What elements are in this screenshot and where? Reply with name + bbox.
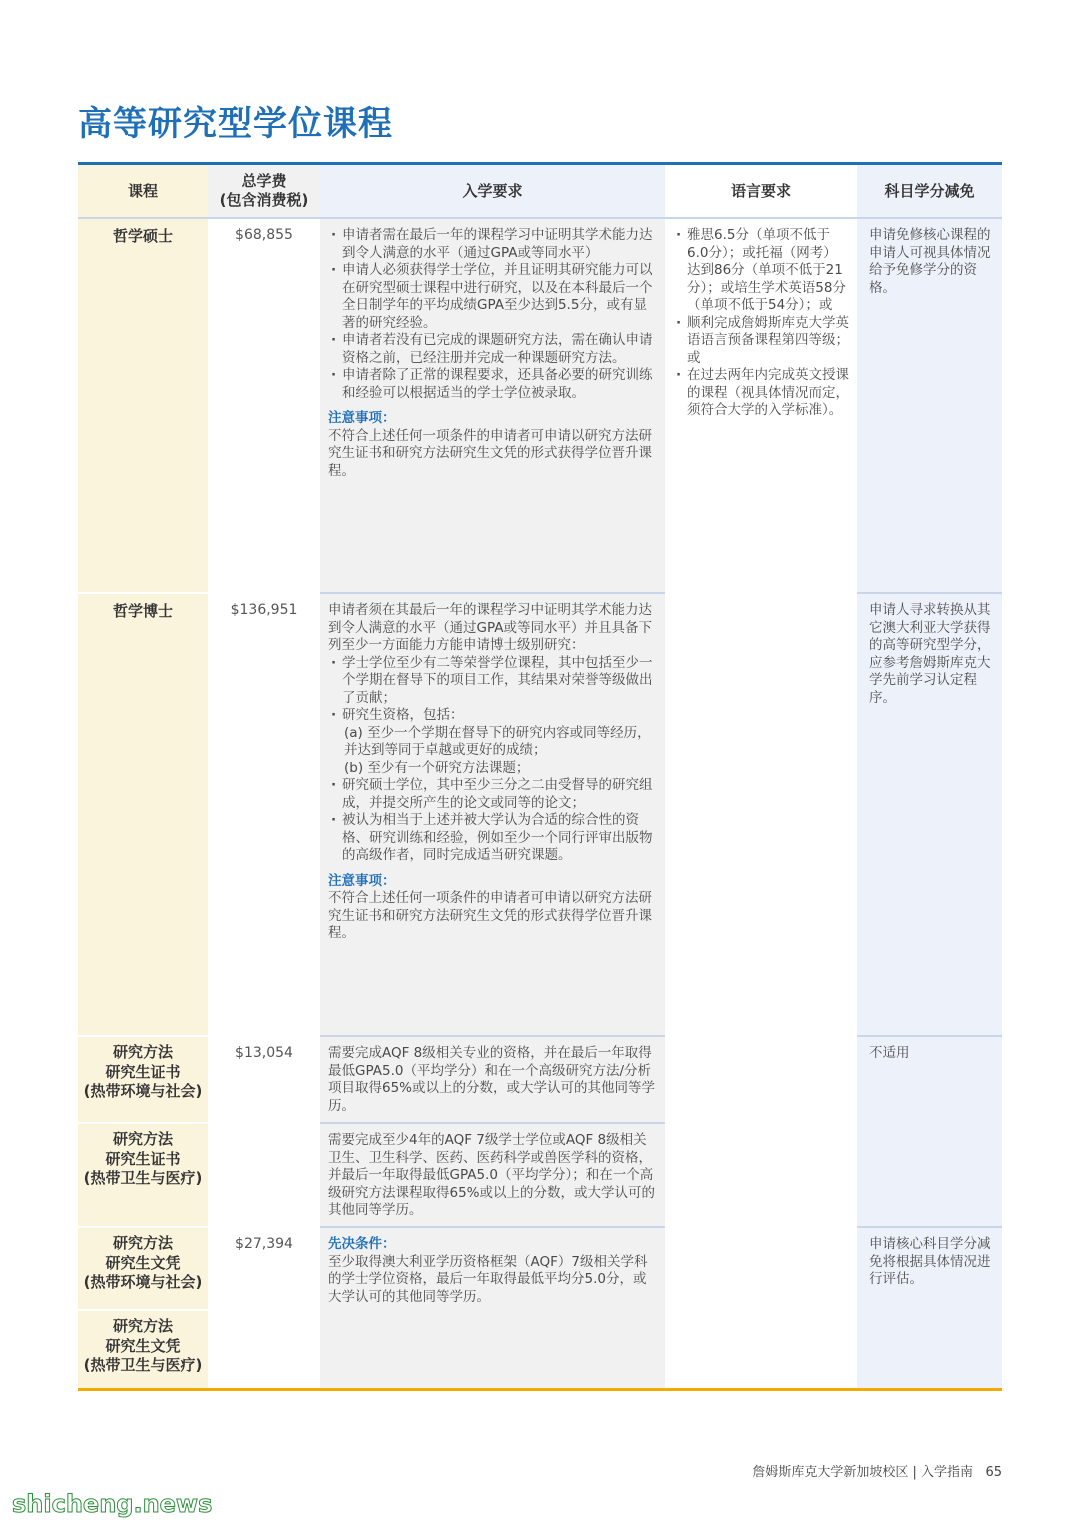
program-line: 研究生证书	[105, 1062, 181, 1081]
entry-phd-intro: 申请者须在其最后一年的课程学习中证明其学术能力达到令人满意的水平（通过GPA或等同水平）并且具备下列至少一方面能力方能申请博士级别研究：	[328, 602, 652, 653]
note-text: 不符合上述任何一项条件的申请者可申请以研究方法研究生证书和研究方法研究生文凭的形式获得学位晋升课程。	[328, 427, 652, 479]
list-item: · 雅思6.5分（单项不低于6.0分）；或托福（网考）达到86分（单项不低于21分）；或培生学术英语58分（单项不低于54分）；或	[673, 227, 849, 315]
list-item: · 申请者除了正常的课程要求，还具备必要的研究训练和经验可以根据适当的学士学位被录取。	[328, 367, 657, 402]
program-line: (热带环境与社会)	[83, 1082, 203, 1100]
list-item: · 申请人必须获得学士学位，并且证明其研究能力可以在研究型硕士课程中进行研究，以及在本科最后一个全日制学年的平均成绩GPA至少达到5.5分，或有显著的研究经验。	[328, 262, 657, 332]
program-line: 研究方法	[112, 1043, 173, 1061]
language-requirements	[665, 219, 857, 420]
prereq-text: 至少取得澳大利亚学历资格框架（AQF）7级相关学科的学士学位资格，最后一年取得最低平均分5.0分，或大学认可的其他同等学历。	[328, 1253, 648, 1305]
program-gc-env	[78, 1037, 208, 1102]
list-item: · 在过去两年内完成英文授课的课程（视具体情况而定，须符合大学的入学标准）。	[673, 367, 849, 420]
sub-item-a: (a) 至少一个学期在督导下的研究内容或同等经历，并达到等同于卓越或更好的成绩；	[344, 724, 651, 758]
program-gd-env	[78, 1228, 208, 1293]
program-line: 研究生文凭	[105, 1336, 181, 1355]
footer-text: 詹姆斯库克大学新加坡校区 | 入学指南	[752, 1465, 974, 1480]
program-line: 研究方法	[112, 1317, 173, 1335]
program-line: (热带卫生与医疗)	[83, 1356, 203, 1374]
page-footer	[752, 1461, 1002, 1480]
credit-mphil: 申请免修核心课程的申请人可视具体情况给予免修学分的资格。	[869, 227, 991, 296]
header-entry: 入学要求	[320, 165, 665, 217]
list-item: · 研究硕士学位，其中至少三分之二由受督导的研究组成，并提交所产生的论文或同等的论文；	[328, 777, 657, 812]
table-bottom-rule	[78, 1388, 1002, 1391]
list-item: · 申请者若没有已完成的课题研究方法，需在确认申请资格之前，已经注册并完成一种课题研究方法。	[328, 332, 657, 367]
fee-gc: $13,054	[235, 1045, 293, 1061]
note-label: 注意事项：	[328, 872, 396, 889]
credit-gd: 申请核心科目学分减免将根据具体情况进行评估。	[869, 1236, 991, 1287]
entry-phd-list	[328, 655, 657, 865]
header-fee-line2: (包含消费税)	[219, 191, 309, 209]
page-title: 高等研究型学位课程	[78, 104, 393, 144]
fee-gd: $27,394	[235, 1236, 293, 1252]
watermark: shicheng.news	[12, 1490, 213, 1518]
fee-phd: $136,951	[230, 602, 298, 618]
program-gd-health	[78, 1311, 208, 1376]
program-gc-health	[78, 1124, 208, 1189]
list-item: · 学士学位至少有二等荣誉学位课程，其中包括至少一个学期在督导下的项目工作，其结果对荣誉等级做出了贡献；	[328, 655, 657, 708]
credit-phd: 申请人寻求转换从其它澳大利亚大学获得的高等研究型学分，应参考詹姆斯库克大学先前学习认定程序。	[869, 602, 991, 706]
program-line: 研究生证书	[105, 1149, 181, 1168]
list-item: · 被认为相当于上述并被大学认为合适的综合性的资格、研究训练和经验，例如至少一个同行评审出版物的高级作者，同时完成适当研究课题。	[328, 812, 657, 865]
program-line: 研究方法	[112, 1234, 173, 1252]
header-fee	[208, 165, 320, 217]
credit-gc: 不适用	[869, 1045, 910, 1061]
program-line: (热带卫生与医疗)	[83, 1169, 203, 1187]
entry-mphil-list	[328, 227, 657, 402]
list-item: · 申请者需在最后一年的课程学习中证明其学术能力达到令人满意的水平（通过GPA或等同水平）	[328, 227, 657, 262]
page-number: 65	[985, 1465, 1002, 1480]
list-item	[328, 707, 657, 777]
program-line: (热带环境与社会)	[83, 1273, 203, 1291]
program-mphil: 哲学硕士	[112, 227, 173, 245]
list-item-text: 研究生资格，包括：	[342, 707, 464, 723]
credit-column-bg	[857, 219, 1002, 1388]
entry-phd	[320, 594, 665, 943]
program-phd: 哲学博士	[112, 602, 173, 620]
entry-gc-health: 需要完成至少4年的AQF 7级学士学位或AQF 8级相关卫生、卫生科学、医药、医药科学或兽医学科的资格，并最后一年取得最低GPA5.0（平均学分）；和在一个高级研究方法课程取得65%或以上的分数，或大学认可的其他同等学历。	[328, 1132, 656, 1218]
header-course: 课程	[78, 165, 208, 217]
language-list	[673, 227, 849, 420]
note-label: 注意事项：	[328, 410, 396, 426]
fee-mphil: $68,855	[235, 227, 293, 243]
entry-gd	[320, 1228, 665, 1306]
header-credit: 科目学分减免	[857, 165, 1002, 217]
entry-gc-env: 需要完成AQF 8级相关专业的资格，并在最后一年取得最低GPA5.0（平均学分）和在一个高级研究方法/分析项目取得65%或以上的分数，或大学认可的其他同等学历。	[328, 1045, 656, 1114]
entry-mphil	[320, 219, 665, 480]
header-fee-line1: 总学费	[241, 172, 287, 190]
prereq-label: 先决条件：	[328, 1236, 396, 1252]
course-column-bg	[78, 219, 208, 1388]
note-text: 不符合上述任何一项条件的申请者可申请以研究方法研究生证书和研究方法研究生文凭的形式获得学位晋升课程。	[328, 890, 652, 941]
sub-item-b: (b) 至少有一个研究方法课题；	[344, 759, 530, 776]
program-line: 研究方法	[112, 1130, 173, 1148]
header-language: 语言要求	[665, 165, 857, 217]
program-line: 研究生文凭	[105, 1253, 181, 1272]
list-item: · 顺利完成詹姆斯库克大学英语语言预备课程第四等级；或	[673, 315, 849, 368]
